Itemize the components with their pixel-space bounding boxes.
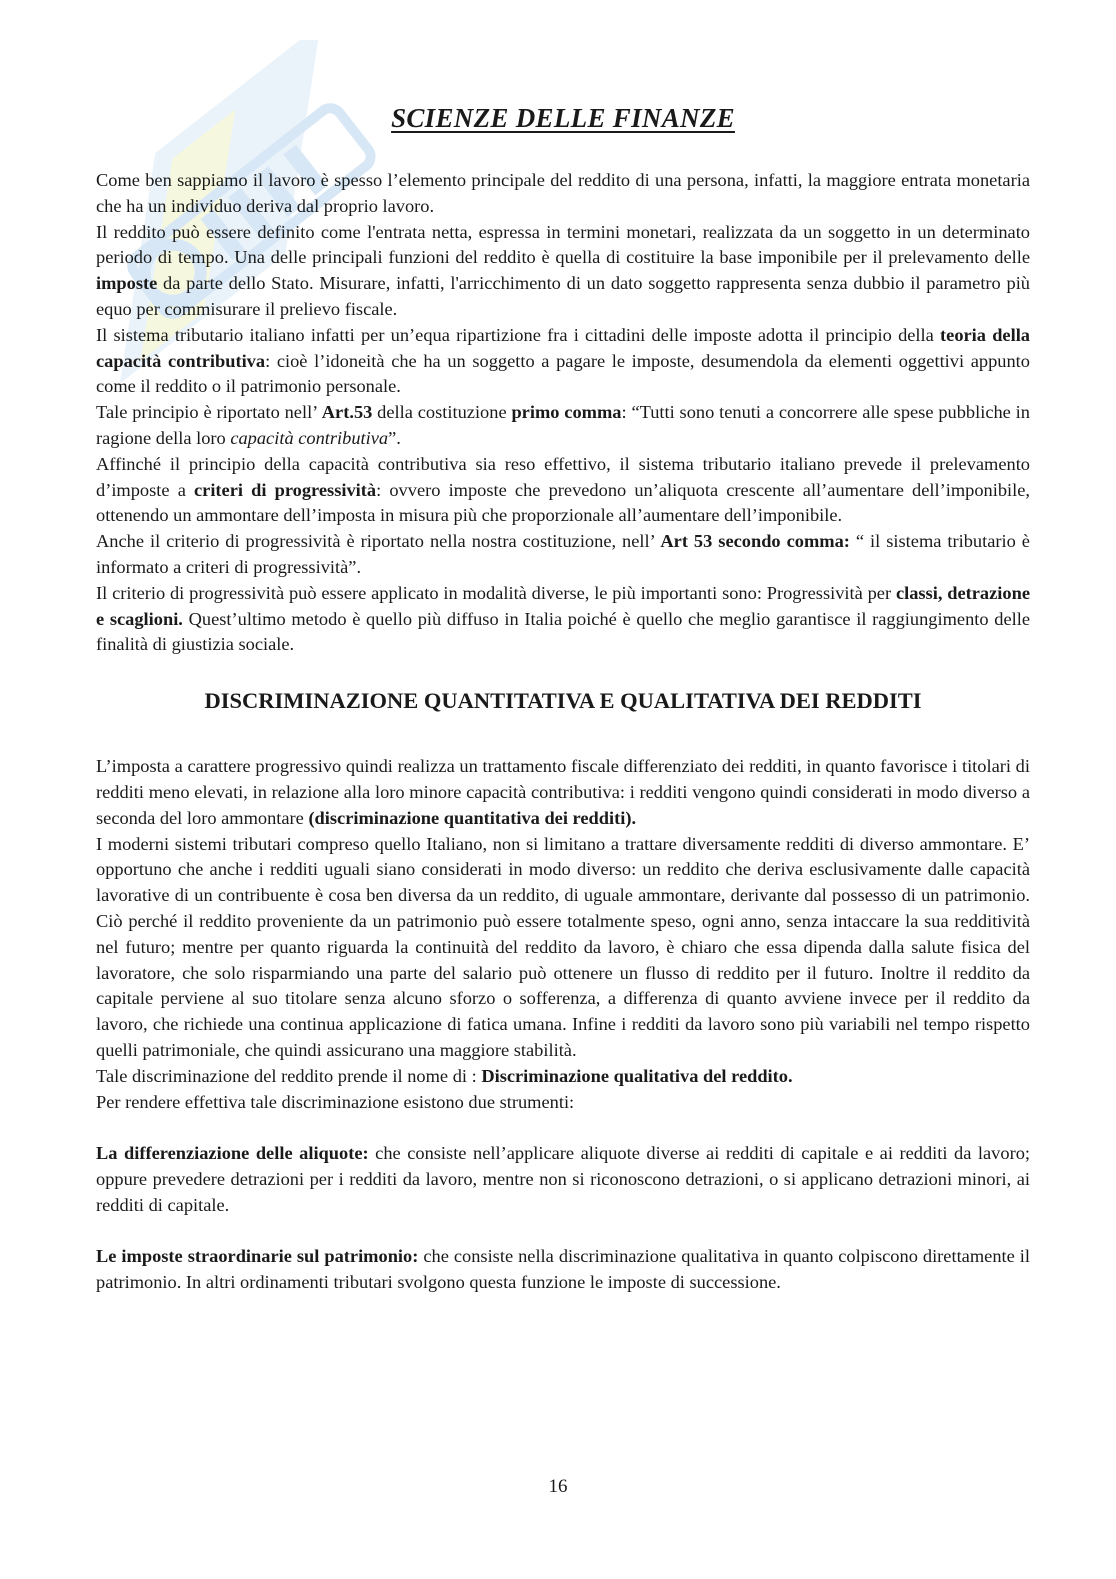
paragraph-differenziazione-aliquote: La differenziazione delle aliquote: che consiste nell’applicare aliquote diverse ai redditi di capitale e ai redditi da lavoro; oppure prevedere detrazioni per i redditi da lavoro, mentre non si riconoscono detrazioni, o si applicano detrazioni minori, ai redditi di capitale. (96, 1143, 1030, 1215)
paragraph-art53-primo-comma: Tale principio è riportato nell’ Art.53 della costituzione primo comma: “Tutti sono tenuti a concorrere alle spese pubbliche in ragione della loro capacità contributiva”. (96, 402, 1030, 448)
paragraph-imposte-straordinarie: Le imposte straordinarie sul patrimonio: che consiste nella discriminazione qualitativa in quanto colpiscono direttamente il patrimonio. In altri ordinamenti tributari svolgono questa funzione le imposte di successione. (96, 1246, 1030, 1293)
paragraph-progressivita: Affinché il principio della capacità contributiva sia reso effettivo, il sistema tributario italiano prevede il prelevamento d’imposte a criteri di progressività: ovvero imposte che prevedono un’aliquota crescente all’aumentare dell’imponibile, ottenendo un ammontare dell’imposta in misura più che proporzionale all’aumentare dell’imponibile. (96, 453, 1030, 526)
paragraph-capacita-contributiva: Il sistema tributario italiano infatti per un’equa ripartizione fra i cittadini delle imposte adotta il principio della teoria della capacità contributiva: cioè l’idoneità che ha un soggetto a pagare le imposte, desumendola da elementi oggettivi appunto come il reddito o il patrimonio personale. (96, 324, 1030, 397)
page-number: 16 (548, 1476, 568, 1497)
document-content (96, 98, 1030, 1296)
paragraph-modalita-progressivita: Il criterio di progressività può essere applicato in modalità diverse, le più importanti sono: Progressività per classi, detrazione e scaglioni. Quest’ultimo metodo è quello più diffuso in Italia poiché è quello che meglio garantisce il raggiungimento delle finalità di giustizia sociale. (96, 582, 1030, 655)
section-heading-discriminazione: DISCRIMINAZIONE QUANTITATIVA E QUALITATIVA DEI REDDITI (204, 688, 922, 714)
paragraph-reddito-definizione: Il reddito può essere definito come l'entrata netta, espressa in termini monetari, realizzata da un soggetto in un determinato periodo di tempo. Una delle principali funzioni del reddito è quella di costituire la base imponibile per il prelevamento delle imposte da parte dello Stato. Misurare, infatti, l'arricchimento di un dato soggetto rappresenta senza dubbio il parametro più equo per commisurare il prelievo fiscale. (96, 221, 1030, 319)
page-title: SCIENZE DELLE FINANZE (391, 103, 735, 133)
paragraph-art53-secondo-comma: Anche il criterio di progressività è riportato nella nostra costituzione, nell’ Art 53 secondo comma: “ il sistema tributario è informato a criteri di progressività”. (96, 531, 1030, 577)
paragraph-redditi-uguali: I moderni sistemi tributari compreso quello Italiano, non si limitano a trattare diversamente redditi di diverso ammontare. E’ opportuno che anche i redditi uguali siano considerati in modo diverso: un reddito che deriva esclusivamente dalle capacità lavorative di un contribuente è cosa ben diversa da un reddito, di uguale ammontare, derivante dal possesso di un patrimonio. Ciò perché il reddito proveniente da un patrimonio può essere totalmente speso, ogni anno, senza intaccare la sua redditività nel futuro; mentre per quanto riguarda la continuità del reddito da lavoro, è chiaro che essa dipenda dalla salute fisica del lavoratore, che solo risparmiando una parte del salario può ottenere un flusso di reddito per il futuro. Inoltre il reddito da capitale perviene al suo titolare senza alcuno sforzo o sofferenza, a differenza di quanto avviene invece per il reddito da lavoro, che richiede una continua applicazione di fatica umana. Infine i redditi da lavoro sono più variabili nel tempo rispetto quelli patrimoniale, che quindi assicurano una maggiore stabilità. (96, 833, 1030, 1060)
paragraph-strumenti: Per rendere effettiva tale discriminazione esistono due strumenti: (96, 1091, 575, 1112)
paragraph-discriminazione-quantitativa: L’imposta a carattere progressivo quindi realizza un trattamento fiscale differenziato dei redditi, in quanto favorisce i titolari di redditi meno elevati, in relazione alla loro minore capacità contributiva: i redditi vengono quindi considerati in modo diverso a seconda del loro ammontare (discriminazione quantitativa dei redditi). (96, 756, 1030, 828)
paragraph-lavoro: Come ben sappiamo il lavoro è spesso l’elemento principale del reddito di una persona, infatti, la maggiore entrata monetaria che ha un individuo deriva dal proprio lavoro. (96, 170, 1030, 216)
paragraph-discriminazione-qualitativa: Tale discriminazione del reddito prende il nome di : Discriminazione qualitativa del reddito. (96, 1065, 793, 1086)
